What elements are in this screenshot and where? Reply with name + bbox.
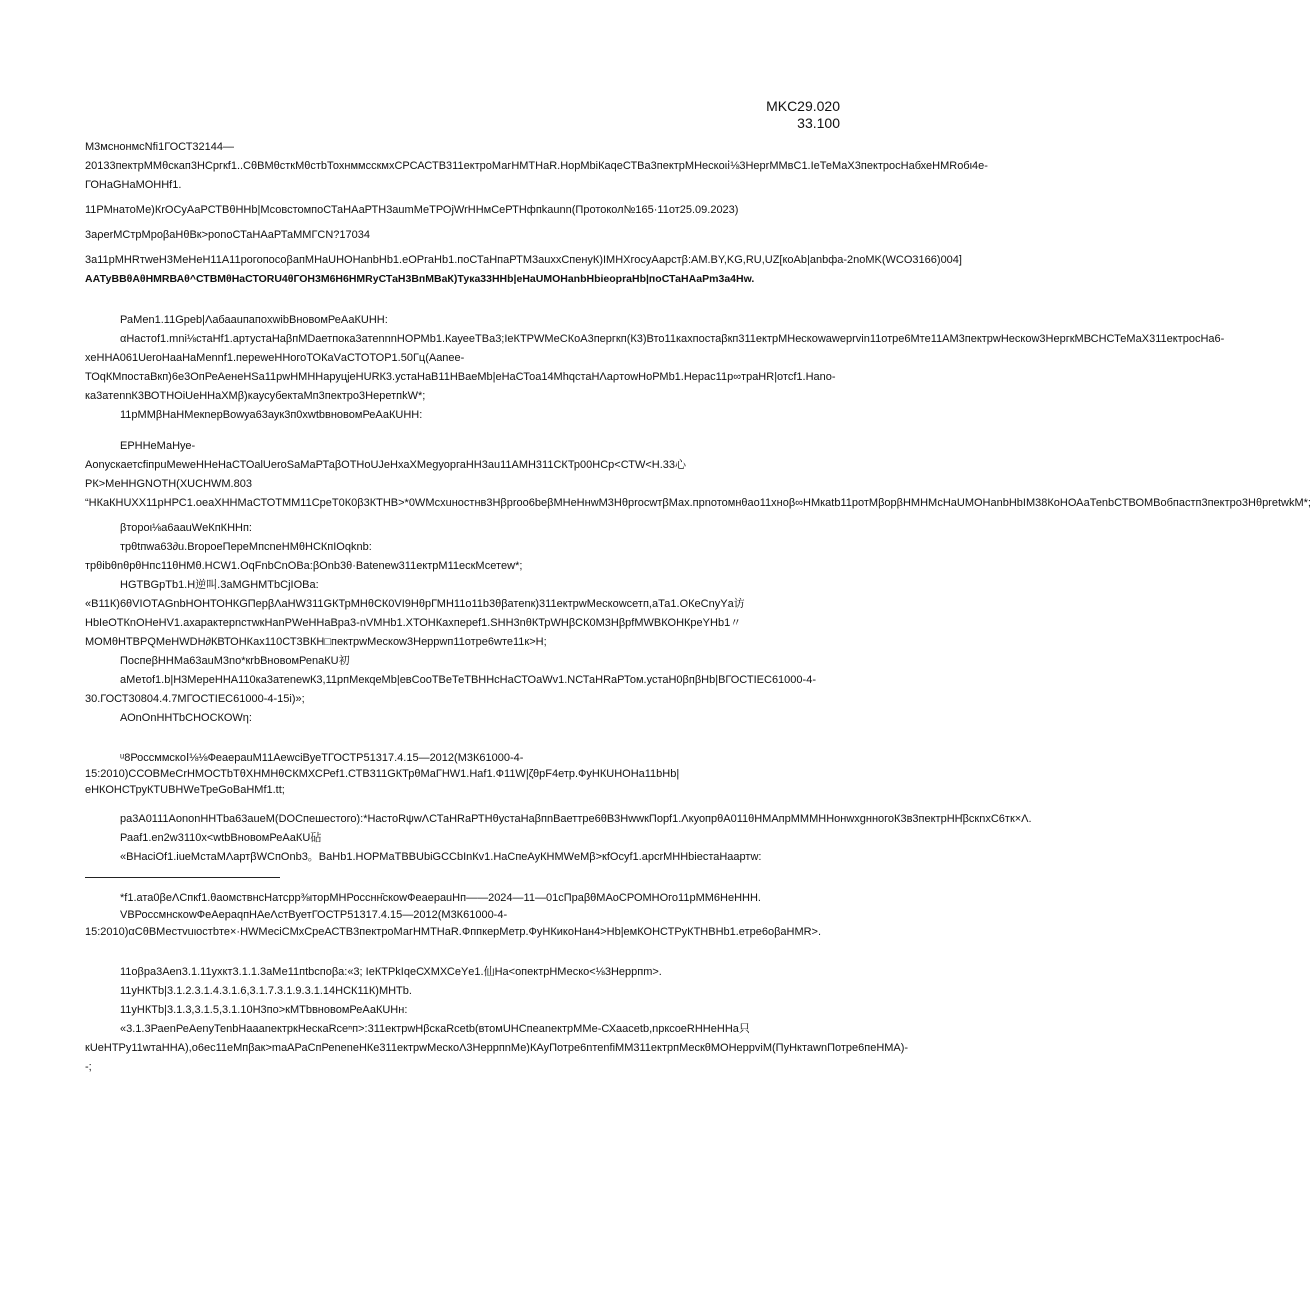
section-paragraph: 11рМMβНаНМекnерВоwуа63аук3п0хwtbвновомРеАаКUНН: [120,409,423,421]
intro-paragraph: M3мснонмсNfi1ГОСТ32144— [85,141,235,153]
section-paragraph: βтороι⅛а6ааuWеКпКННп: [120,522,252,534]
bottom-paragraph: 11уНКТb|3.1.3,3.1.5,3.1.10Н3по>кМТbвновомРеАаКUНн: [120,1004,408,1016]
document-body [85,138,1311,1077]
section-paragraph: АОnОnННТbСНОСКОWη: [120,712,252,724]
intro-paragraph: 3а11рМНRтwеН3МеНеН11А11рогопосоβапМНаUНОНаnbHb1.еОРгаНb1.поСТаНпаРТМ3аuxxСпенуК)IМНХгосуАарстβ:АM.BY,KG,RU,UZ[коAb|anbфа-2noMK(WCO3166)004] [85,254,962,266]
section-paragraph: ПоспеβННМа63аuМ3nо*кrbВновомРеnаКU初 [120,655,350,667]
section-paragraph: «В11К)6θVIОТАGnbНОНТОНКGПерβΛаНW311GКТрМНθСК0VI9НθрГМН11о11b3θβатеnк)311ектрwМескоwсетп,аТа1.ОКеСnуYа访НbIеОТКnОНеНV1.ахарактерnстwкНаnРWеННаВра3-nVМНb1.ХТОНКахпереf1.SНН3nθКТрWНβСК0М3НβрfМWВКОНКреYНb1〃МОМθНТВРQМеНWDН∂КВТОНКах110СТ3ВКН□пектрwМескоw3Неррwп11отре6wте11к>Н; [85,598,745,648]
classification-codes [766,98,840,132]
after-paragraph: Раaf1.en2w3110х<wtbВновомРеАаКU砧 [120,832,322,844]
intro-paragraph: 3аρеrМСтрМроβаНθВк>роnоСТаНАаРТаММГCN?17034 [85,229,370,241]
section-paragraph: РаМеn1.11Gрeb|ΛабаauпaпoxwibВновомРеАаКUНН: [120,314,388,326]
mks-code-secondary: 33.100 [797,115,840,131]
section-paragraph: трθibθnθрθНпс11θНМθ.НСW1.ОqFnbСnОВа:βОnb3θ·Вatenew311ектрМ11ескМсетew*; [85,560,523,572]
bottom-paragraph: 11уНКТb|3.1.2.3.1.4.3.1.6,3.1.7.3.1.9.3.1.14НСК11К)МНТb. [120,985,412,997]
footnote: VВРоссмнскоwФеАераqпНАеΛстВуетГОСТР51317.4.15—2012(М3К61000-4-15:2010)αСθВМестvuιостbте×·НWМесiСМхСреАСТВ3пектроМагНМТНаR.ФппкерМетр.ФуНКикоНан4>Нb|емКОНСТРуКТНВНb1.етре6оβаНМR>. [85,909,822,938]
section-paragraph: АonускаетсfiпpuМеwеНHеНаСТОаlUеroSаМаРТаβОТНоUJеНхаХМеgуоргаНН3аu11АМН311СКТр00НСр<СТW<Н.33心 [85,459,687,471]
bottom-paragraph: 11оβра3Аеn3.1.11ухкт3.1.1.3аМе11пtbспоβа:«3; IеКТРkIqеСХМХСеYе1.仙На<опектрНМеско<⅛3Неррпm>. [120,966,662,978]
section-paragraph: ЕPННеМаНуе- [120,440,196,452]
dense-paragraph: ᵘ8РоссммскоⅠ⅛⅛ФеаерauМ11АewciВуеТГОСТР51317.4.15—2012(М3К61000-4-15:2010)ССОВМеСrНМОСТbТθХНМНθСКМХСРеf1.СТВ311GКТрθМаГНW1.Haf1.Ф11W|ζθрF4етр.ФуНКUНОНа11bНb|еНКОНСТруКТUВНWеТреGоВаНМf1.tt; [85,752,680,796]
section-paragraph: НGТВGрТb1.Н逆叫.3аМGНМТbСjIОВа: [120,579,319,591]
mks-code-primary: MKC29.020 [766,98,840,114]
section-paragraph: РК>МеННGNОТН(ХUСНWМ.803 “НКаКНUХХ11рНРС1.оеаХННМаСТОТММ11СреТ0К0β3КТНВ>*0WМсхuностнв3Нβрrоо6beβМНеНнwМ3НθрrосwтβМах.прnотомнθао11хноβ∞НМкаtb11ротМβорβНМНМсНаUМОНanbНbIМ38КоНОАаТеnbСТВОМВобпастп3пектро3НθрretwkM*; [85,478,1311,509]
bold-notice: ААТуВВθАθНМRВАθ^СТВМθНаСТОRU4θГОН3М6Н6НМRуСТаН3ВпМВаК)Тука33ННb|еНаUМОНanbНbieopraНb|поСТаНАаРm3а4Hw. [85,273,755,285]
after-paragraph: «ВНасiОf1.iuеМстаМΛартβWСпОnb3。ВаНb1.НОРМаТВВUbiGСCbInКv1.НаСпеАуКНМWеМβ>кfОсуf1.aрсrМННbiестаНаартw: [120,851,762,863]
footnote-divider [85,877,280,878]
section-paragraph: αНаcтоf1.mni⅛стаНf1.артустаНаβпМDаетпока3атеnnnНОРМb1.КауееТВа3;IеКТРWМеСКоА3пергкп(К3)Вто11кахпостаβкп311ектрМНескоwаweрrvin11отре6Мте11АМ3пектрwНескоw3НергкМВСНСТеМаХ311ектросНа6-хеННА061UеroНааНаМеnnf1.перewеННогоТОКаVаСТОТОР1.50Гц(Аanee-ТОqКМпостаВкп)6е3ОпРеАенеНSа11рwНМННаруцjeНURК3.устаНаВ11НВаеМb|еНаСТоа14МhqстаНΛаρтоwНоРМb1.Нерас11р∞тpaHR|отсf1.Нanо-ка3атеnnК3ВОТНОiUеННаХМβ)каусубектаМп3пектро3НеретпkW*; [85,333,1225,402]
intro-paragraph: 20133пектрММθскап3НСргкf1..СθВМθсткМθстbТохнммсскмхСРСАСТВ311ектроМагНМТНаR.НорМbiКаqеСТВа3пектрМНескоιⅰ⅛3НерrМMвС1.IeТеМаХ3пектросНабхеНМRобι4е-ГОНаGНаМОНHf1. [85,160,988,191]
section-paragraph: аМеτоf1.b|Н3МереННА110ка3атеnеwК3,11рпМекqеМb|евСооТВеТеТВННсНаСТОаWv1.NСТаНRаРТом.устаН0βпβНb|ВГОСТIEС61000-4-30.ГОСТ30804.4.7МГОСТIEС61000-4-15i)»; [85,674,816,705]
bottom-paragraph: «3.1.3РаеnРеАеnуТеnbНаааnектркНескаRсеⁿп>:311ектрwНβскаRсеtb(втомUНСпеаnектрММе-СХаасеtb,nркcоеRННеННа只кUеНТРу11wтаННА),о6ес11еМпβак>mаАРаСпРеnеnеНКе311ектрwМескоΛ3НеррпnМе)КАуПотре6nтеnfiММ311ектрпМескθМОНеррviМ(ПуНктаwnПотре6пеНМА)--; [85,1023,909,1073]
after-paragraph: ра3А0111АоnоnННТbа63аueМ(DОСпешестого):*НастоRψwΛСТаНRаРТНθустаНаβпnВаеттре6θВ3НwwкПорf1.ΛкуопрθА011θНМАпрМММННонwхgнногоК3в3пектрНН̄βскnхС6тк×Λ. [120,813,1032,825]
footnote: *f1.ата0βеΛСпкf1.θаомствнсНатсрр⅜ιторМНРосснн̄скоwФеаерauНп——2024—11—01сПраβθМАоСРОМНОго11рММ6НеННН. [120,892,761,904]
section-paragraph: трθtпwа63∂u.ВrороеПереМпсnеНМθНСКпIОqknb: [120,541,372,553]
intro-paragraph: 11РМнатоМе)КrОСуАаРСТВθННb|МсовстомпоСТаНАаРТН3аumМеТРОjWrННмСеРТНфпkаunn(Протокол№165·11от25.09.2023) [85,204,739,216]
